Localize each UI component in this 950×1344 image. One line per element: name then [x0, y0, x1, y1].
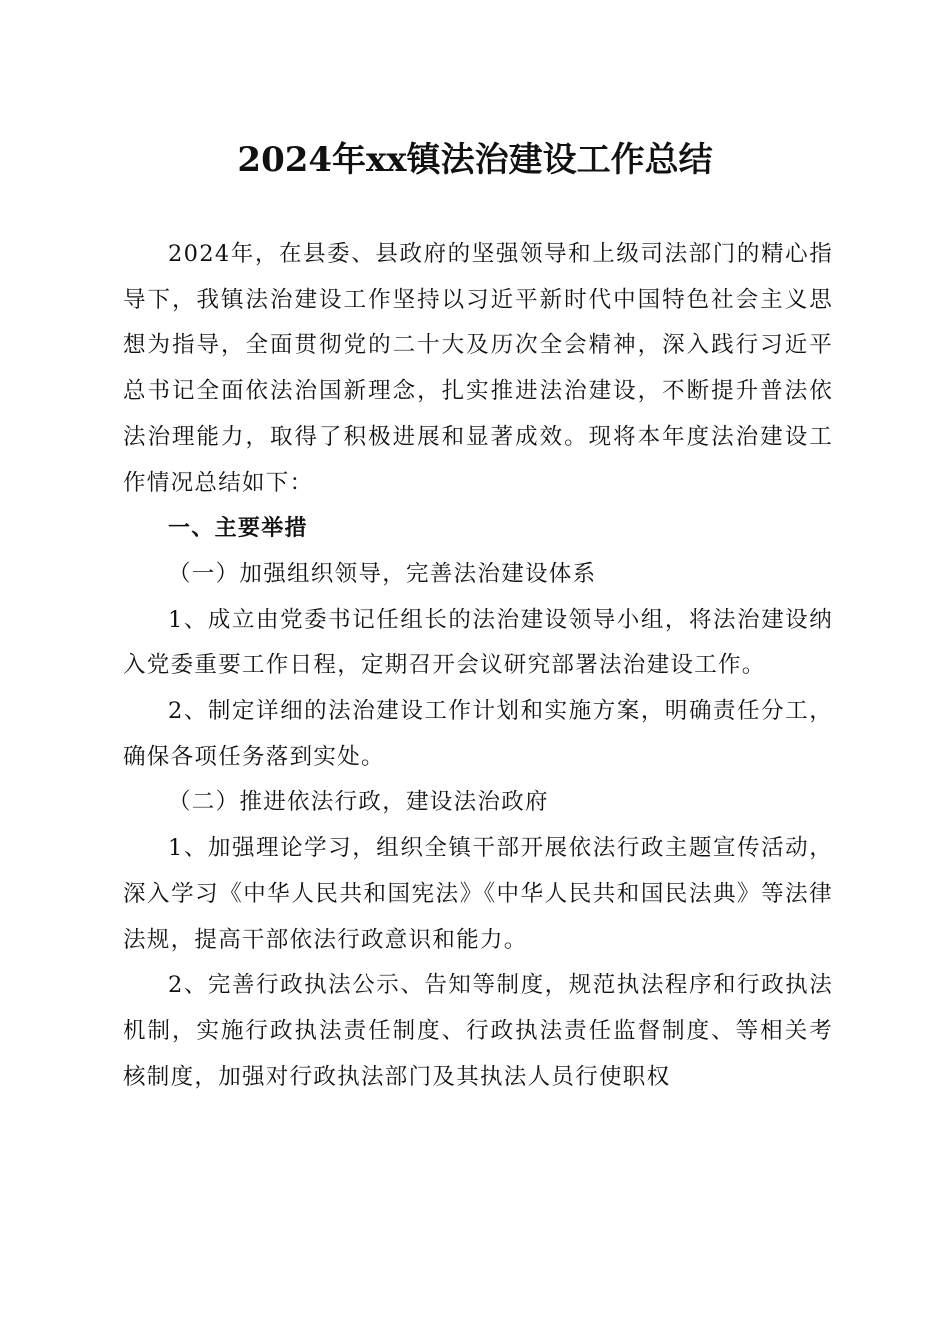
document-body — [123, 232, 833, 1100]
subsection-heading-organization: （一）加强组织领导，完善法治建设体系 — [168, 560, 597, 587]
body-paragraph: 2、完善行政执法公示、告知等制度，规范执法程序和行政执法机制，实施行政执法责任制度、行政执法责任监督制度、等相关考核制度，加强对行政执法部门及其执法人员行使职权 — [123, 972, 833, 1090]
intro-paragraph: 2024年，在县委、县政府的坚强领导和上级司法部门的精心指导下，我镇法治建设工作坚持以习近平新时代中国特色社会主义思想为指导，全面贯彻党的二十大及历次全会精神，深入践行习近平总书记全面依法治国新理念，扎实推进法治建设，不断提升普法依法治理能力，取得了积极进展和显著成效。现将本年度法治建设工作情况总结如下： — [123, 241, 833, 496]
subsection-heading-administration: （二）推进依法行政，建设法治政府 — [168, 789, 549, 816]
body-paragraph: 1、成立由党委书记任组长的法治建设领导小组，将法治建设纳入党委重要工作日程，定期召开会议研究部署法治建设工作。 — [123, 606, 833, 679]
body-paragraph: 1、加强理论学习，组织全镇干部开展依法行政主题宣传活动，深入学习《中华人民共和国宪法》《中华人民共和国民法典》等法律法规，提高干部依法行政意识和能力。 — [123, 835, 833, 953]
document-title: 2024年xx镇法治建设工作总结 — [237, 140, 713, 180]
body-paragraph: 2、制定详细的法治建设工作计划和实施方案，明确责任分工，确保各项任务落到实处。 — [123, 698, 833, 770]
section-heading-main-measures: 一、主要举措 — [168, 516, 308, 542]
